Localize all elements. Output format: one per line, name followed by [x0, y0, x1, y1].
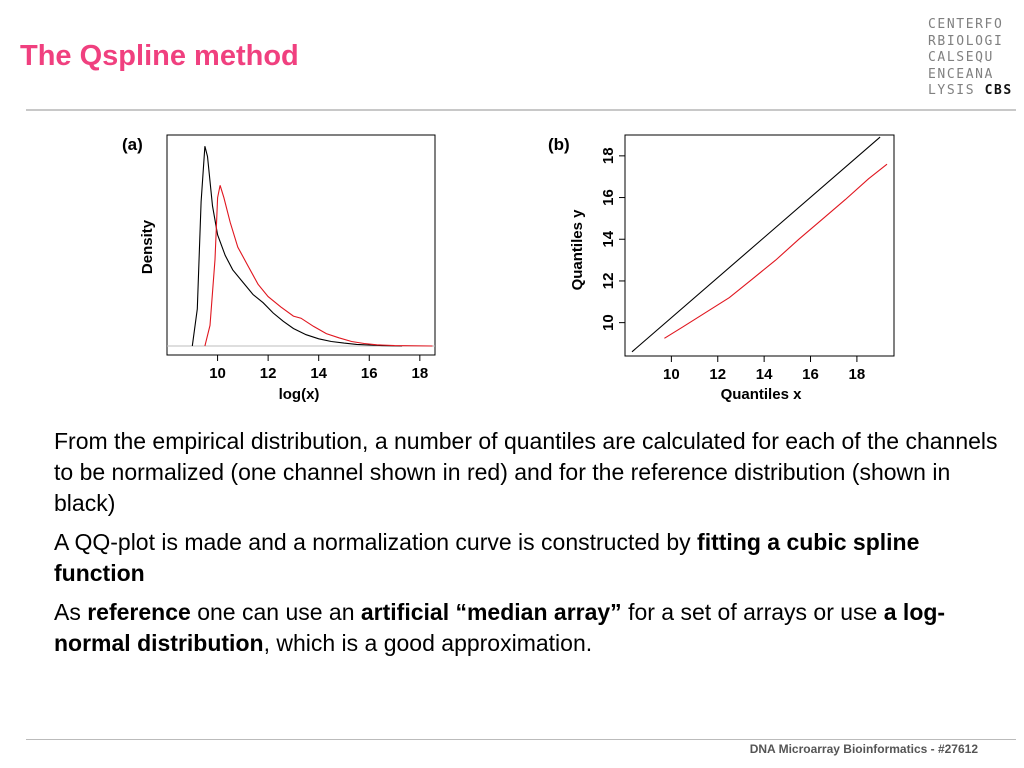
text: for a set of arrays or use	[621, 599, 884, 625]
x-axis-label: Quantiles x	[720, 386, 802, 403]
text: A QQ-plot is made and a normalization curve is constructed by	[54, 529, 698, 555]
emphasis: artificial “median array”	[360, 599, 622, 625]
y-ticks	[600, 147, 625, 330]
text: As	[54, 599, 88, 625]
panel-label: (a)	[122, 135, 143, 154]
series-channel-line	[205, 185, 433, 346]
y-tick-label: 10	[600, 314, 617, 331]
text: , which is a good approximation.	[263, 630, 593, 656]
x-tick-label: 16	[802, 366, 819, 383]
logo-text: LYSIS	[928, 83, 976, 98]
text: one can use an	[190, 599, 361, 625]
y-tick-label: 12	[600, 272, 617, 290]
logo-line: RBIOLOGI	[928, 33, 1004, 49]
x-tick-label: 10	[663, 366, 680, 383]
plot-frame	[167, 135, 435, 355]
footer-text: DNA Microarray Bioinformatics - #27612	[749, 742, 978, 756]
x-ticks	[663, 356, 865, 383]
panel-label: (b)	[548, 135, 570, 154]
emphasis: a log-normal distribution	[54, 599, 946, 656]
y-axis-label: Quantiles y	[569, 209, 586, 291]
x-tick-label: 18	[411, 365, 429, 382]
series-channel-line	[664, 164, 887, 338]
x-tick-label: 12	[709, 366, 727, 383]
logo-cbs: CBS	[984, 83, 1013, 98]
y-tick-label: 18	[600, 147, 617, 165]
x-tick-label: 14	[310, 365, 328, 382]
logo-line: CALSEQU	[928, 50, 994, 65]
x-tick-label: 10	[209, 365, 226, 382]
x-axis-label: log(x)	[278, 386, 320, 403]
x-tick-label: 12	[259, 365, 277, 382]
emphasis: fitting a cubic spline function	[54, 529, 920, 586]
y-tick-label: 14	[600, 230, 617, 248]
paragraph-1: From the empirical distribution, a number of quantiles are calculated for each of the channels to be normalized (one channel shown in red) and for the reference distribution (shown in black)	[54, 428, 998, 516]
slide-body	[54, 426, 1004, 667]
series-reference-line	[192, 146, 402, 346]
series-reference-line	[632, 137, 880, 352]
density-chart	[122, 135, 435, 403]
footer-divider	[26, 739, 1016, 740]
paragraph-3	[54, 597, 1004, 659]
emphasis: reference	[87, 599, 191, 625]
qq-chart	[548, 135, 894, 403]
y-axis-label: Density	[139, 219, 156, 275]
paragraph-2	[54, 527, 1004, 589]
y-tick-label: 16	[600, 189, 617, 206]
logo-line: CENTERFO	[928, 17, 1004, 32]
x-tick-label: 14	[755, 366, 773, 383]
slide-title: The Qspline method	[20, 40, 299, 72]
x-ticks	[209, 355, 428, 382]
logo-line: ENCEANA	[928, 66, 994, 82]
x-tick-label: 16	[360, 365, 378, 382]
x-tick-label: 18	[848, 366, 866, 383]
